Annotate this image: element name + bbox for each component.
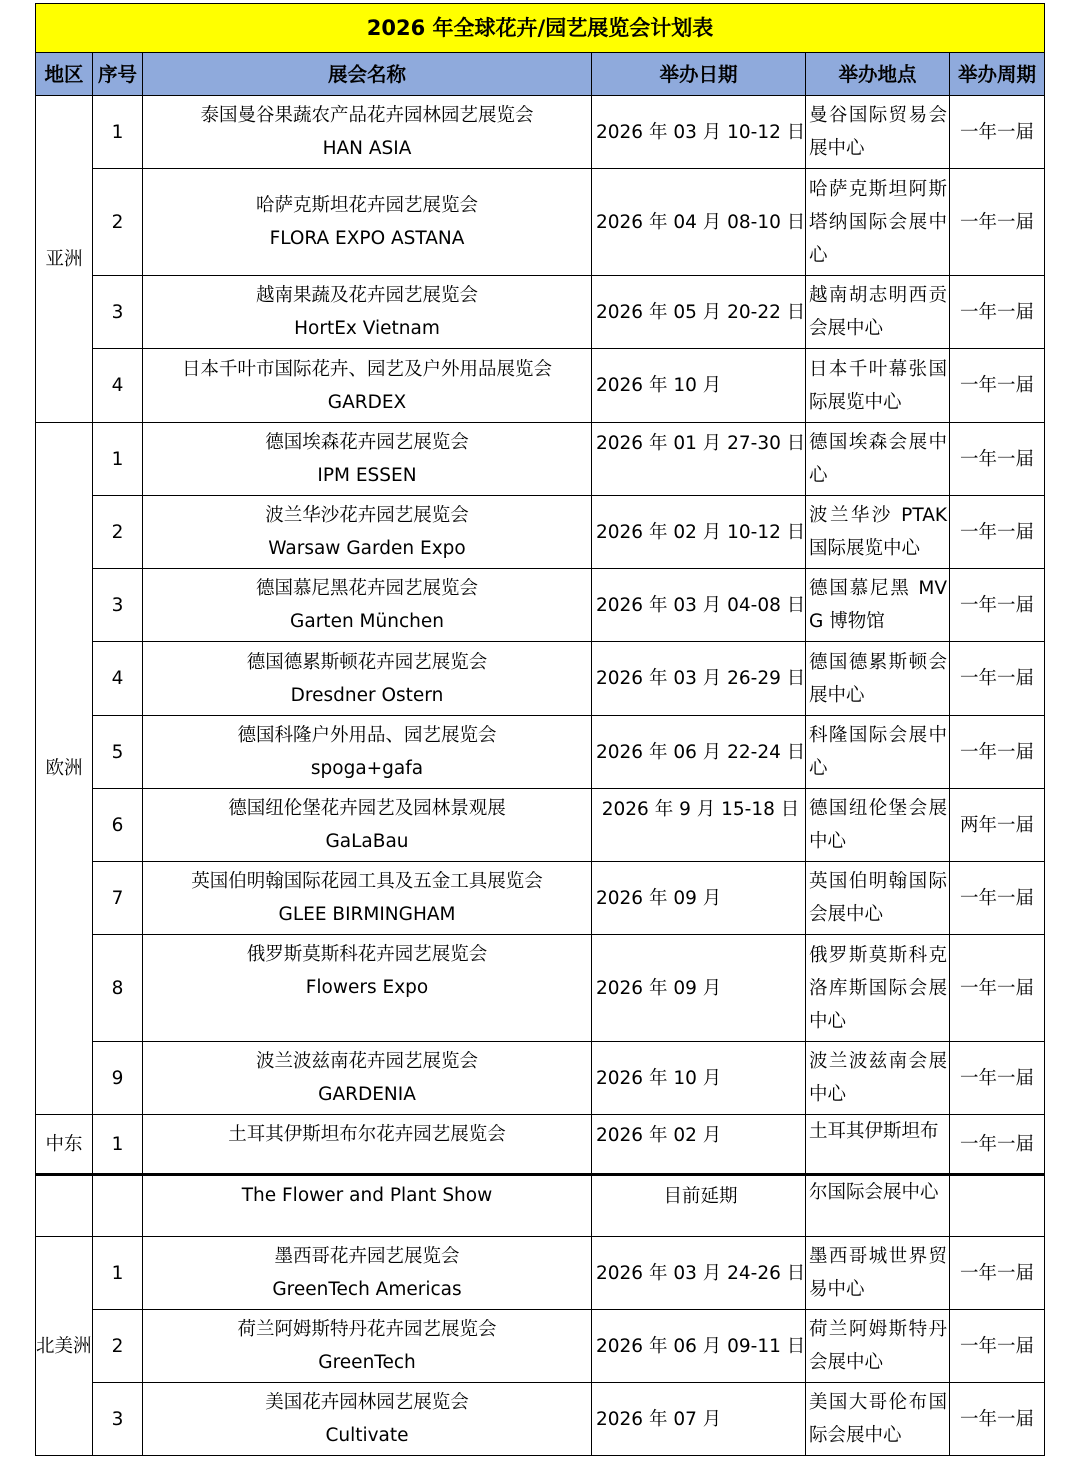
name-en: Warsaw Garden Expo: [268, 538, 466, 559]
exhibition-cycle: 一年一届: [950, 642, 1045, 716]
exhibition-name: [143, 169, 592, 276]
exhibition-date: 目前延期: [592, 1175, 806, 1237]
exhibition-cycle: 一年一届: [950, 349, 1045, 423]
name-en: Cultivate: [325, 1425, 409, 1446]
exhibition-name: [143, 569, 592, 642]
exhibition-location: 科隆国际会展中心: [806, 716, 950, 789]
exhibition-cycle: 一年一届: [950, 276, 1045, 349]
region-europe: 欧洲: [36, 423, 93, 1115]
name-en: GreenTech: [318, 1352, 416, 1373]
exhibition-name: [143, 96, 592, 169]
table-row: [36, 862, 1045, 935]
table-row: [36, 569, 1045, 642]
row-index: 1: [93, 1115, 143, 1175]
exhibition-name: [143, 1175, 592, 1237]
exhibition-name: [143, 862, 592, 935]
table-row: [36, 1383, 1045, 1456]
row-index: 4: [93, 642, 143, 716]
table-row: [36, 789, 1045, 862]
name-cn: 墨西哥花卉园艺展览会: [274, 1246, 460, 1267]
name-cn: 德国德累斯顿花卉园艺展览会: [246, 651, 488, 673]
exhibition-date: 2026 年 03 月 26-29 日: [592, 642, 806, 716]
exhibition-date: 2026 年 03 月 04-08 日: [592, 569, 806, 642]
exhibition-cycle: 一年一届: [950, 935, 1045, 1042]
table-row: [36, 1310, 1045, 1383]
table-row: [36, 496, 1045, 569]
name-en: Flowers Expo: [305, 977, 429, 998]
exhibition-cycle: [950, 1175, 1045, 1237]
row-index: 2: [93, 496, 143, 569]
row-index: 8: [93, 935, 143, 1042]
exhibition-location: 曼谷国际贸易会展中心: [806, 96, 950, 169]
table-row: [36, 716, 1045, 789]
name-cn: 德国慕尼黑花卉园艺展览会: [255, 578, 478, 599]
name-cn: 波兰华沙花卉园艺展览会: [265, 505, 469, 526]
name-en: GLEE BIRMINGHAM: [278, 904, 456, 925]
name-en: spoga+gafa: [310, 758, 424, 779]
table-row: [36, 276, 1045, 349]
exhibition-location: 德国慕尼黑 MVG 博物馆: [806, 569, 950, 642]
table-row: [36, 423, 1045, 496]
exhibition-location: 越南胡志明西贡会展中心: [806, 276, 950, 349]
exhibition-cycle: 一年一届: [950, 423, 1045, 496]
exhibition-date: 2026 年 01 月 27-30 日: [592, 423, 806, 496]
exhibition-date: 2026 年 04 月 08-10 日: [592, 169, 806, 276]
name-cn: 俄罗斯莫斯科花卉园艺展览会: [246, 944, 488, 965]
name-cn: 波兰波兹南花卉园艺展览会: [255, 1051, 478, 1072]
name-en: GreenTech Americas: [272, 1279, 462, 1300]
name-cn: 日本千叶市国际花卉、园艺及户外用品展览会: [181, 358, 552, 380]
exhibition-cycle: 一年一届: [950, 496, 1045, 569]
row-index: 6: [93, 789, 143, 862]
row-index: 9: [93, 1042, 143, 1115]
header-index: 序号: [93, 53, 143, 96]
name-cn: 泰国曼谷果蔬农产品花卉园林园艺展览会: [200, 105, 534, 126]
exhibition-location: 英国伯明翰国际会展中心: [806, 862, 950, 935]
row-index: 3: [93, 1383, 143, 1456]
exhibition-name: [143, 276, 592, 349]
header-date: 举办日期: [592, 53, 806, 96]
table-row: [36, 1042, 1045, 1115]
exhibition-date: 2026 年 9 月 15-18 日: [592, 789, 806, 862]
exhibition-date: 2026 年 10 月: [592, 349, 806, 423]
region-asia: 亚洲: [36, 96, 93, 423]
exhibition-date: 2026 年 10 月: [592, 1042, 806, 1115]
region-north-america: 北美洲: [36, 1237, 93, 1456]
header-cycle: 举办周期: [950, 53, 1045, 96]
name-cn: 美国花卉园林园艺展览会: [265, 1392, 469, 1413]
exhibition-cycle: 一年一届: [950, 1310, 1045, 1383]
name-en: Dresdner Ostern: [290, 684, 444, 706]
exhibition-cycle: 一年一届: [950, 862, 1045, 935]
exhibition-location: 土耳其伊斯坦布: [806, 1115, 950, 1175]
row-index: 3: [93, 569, 143, 642]
row-index: 3: [93, 276, 143, 349]
exhibition-name: [143, 716, 592, 789]
name-cn: 德国纽伦堡花卉园艺及园林景观展: [228, 798, 506, 819]
exhibition-cycle: 一年一届: [950, 569, 1045, 642]
header-region: 地区: [36, 53, 93, 96]
exhibition-location: 德国纽伦堡会展中心: [806, 789, 950, 862]
row-index: 7: [93, 862, 143, 935]
exhibition-location: 波兰波兹南会展中心: [806, 1042, 950, 1115]
row-index: 5: [93, 716, 143, 789]
exhibition-date: 2026 年 02 月: [592, 1115, 806, 1175]
exhibition-location: 尔国际会展中心: [806, 1175, 950, 1237]
exhibition-name: [143, 349, 592, 423]
exhibition-location: 俄罗斯莫斯科克洛库斯国际会展中心: [806, 935, 950, 1042]
exhibition-name: [143, 935, 592, 1042]
table-row: [36, 1237, 1045, 1310]
table-row: [36, 935, 1045, 1042]
row-index: [93, 1175, 143, 1237]
exhibition-location: 墨西哥城世界贸易中心: [806, 1237, 950, 1310]
exhibition-name: [143, 1383, 592, 1456]
name-cn: The Flower and Plant Show: [241, 1185, 493, 1206]
name-en: HAN ASIA: [322, 138, 412, 159]
exhibition-date: 2026 年 03 月 24-26 日: [592, 1237, 806, 1310]
table-row: [36, 349, 1045, 423]
name-en: FLORA EXPO ASTANA: [269, 228, 465, 249]
name-en: GARDENIA: [318, 1084, 416, 1105]
exhibition-date: 2026 年 03 月 10-12 日: [592, 96, 806, 169]
name-cn: 德国科隆户外用品、园艺展览会: [237, 725, 497, 746]
exhibition-location: 德国德累斯顿会展中心: [806, 642, 950, 716]
row-index: 1: [93, 1237, 143, 1310]
exhibition-cycle: 一年一届: [950, 1042, 1045, 1115]
table-row: [36, 169, 1045, 276]
exhibition-date: 2026 年 07 月: [592, 1383, 806, 1456]
exhibition-date: 2026 年 05 月 20-22 日: [592, 276, 806, 349]
exhibition-date: 2026 年 06 月 09-11 日: [592, 1310, 806, 1383]
row-index: 2: [93, 169, 143, 276]
name-en: Garten München: [290, 611, 444, 632]
name-cn: 越南果蔬及花卉园艺展览会: [255, 285, 478, 306]
row-index: 1: [93, 96, 143, 169]
exhibition-name: [143, 642, 592, 716]
table-row: [36, 1115, 1045, 1175]
exhibition-date: 2026 年 02 月 10-12 日: [592, 496, 806, 569]
exhibition-name: [143, 423, 592, 496]
exhibition-cycle: 一年一届: [950, 716, 1045, 789]
exhibition-location: 德国埃森会展中心: [806, 423, 950, 496]
name-en: GARDEX: [327, 391, 407, 413]
exhibition-date: 2026 年 06 月 22-24 日: [592, 716, 806, 789]
exhibition-location: 波兰华沙 PTAK 国际展览中心: [806, 496, 950, 569]
exhibition-location: 哈萨克斯坦阿斯塔纳国际会展中心: [806, 169, 950, 276]
region-mideast: 中东: [36, 1115, 93, 1175]
exhibition-name: [143, 1042, 592, 1115]
row-index: 4: [93, 349, 143, 423]
exhibition-name: [143, 1237, 592, 1310]
exhibition-location: 荷兰阿姆斯特丹会展中心: [806, 1310, 950, 1383]
exhibition-schedule-sheet: [35, 3, 1044, 1456]
row-index: 2: [93, 1310, 143, 1383]
exhibition-cycle: 一年一届: [950, 169, 1045, 276]
name-en: GaLaBau: [325, 831, 409, 852]
name-cn: 土耳其伊斯坦布尔花卉园艺展览会: [228, 1124, 506, 1145]
name-cn: 德国埃森花卉园艺展览会: [265, 432, 469, 453]
row-index: 1: [93, 423, 143, 496]
name-cn: 荷兰阿姆斯特丹花卉园艺展览会: [237, 1319, 497, 1340]
name-en: IPM ESSEN: [317, 465, 417, 486]
exhibition-name: [143, 496, 592, 569]
header-name: 展会名称: [143, 53, 592, 96]
exhibition-table: [35, 3, 1045, 1456]
name-cn: 哈萨克斯坦花卉园艺展览会: [255, 195, 478, 216]
table-title: 2026 年全球花卉/园艺展览会计划表: [36, 4, 1045, 53]
exhibition-location: 日本千叶幕张国际展览中心: [806, 349, 950, 423]
exhibition-location: 美国大哥伦布国际会展中心: [806, 1383, 950, 1456]
empty-region-cell: [36, 1175, 93, 1237]
header-location: 举办地点: [806, 53, 950, 96]
name-cn: 英国伯明翰国际花园工具及五金工具展览会: [191, 871, 543, 892]
exhibition-cycle: 一年一届: [950, 1383, 1045, 1456]
exhibition-date: 2026 年 09 月: [592, 935, 806, 1042]
table-row: [36, 96, 1045, 169]
exhibition-cycle: 两年一届: [950, 789, 1045, 862]
exhibition-name: [143, 1115, 592, 1175]
table-row: [36, 1175, 1045, 1237]
exhibition-name: [143, 1310, 592, 1383]
exhibition-name: [143, 789, 592, 862]
name-en: HortEx Vietnam: [294, 318, 440, 339]
exhibition-cycle: 一年一届: [950, 96, 1045, 169]
exhibition-date: 2026 年 09 月: [592, 862, 806, 935]
exhibition-cycle: 一年一届: [950, 1237, 1045, 1310]
exhibition-cycle: 一年一届: [950, 1115, 1045, 1175]
table-row: [36, 642, 1045, 716]
